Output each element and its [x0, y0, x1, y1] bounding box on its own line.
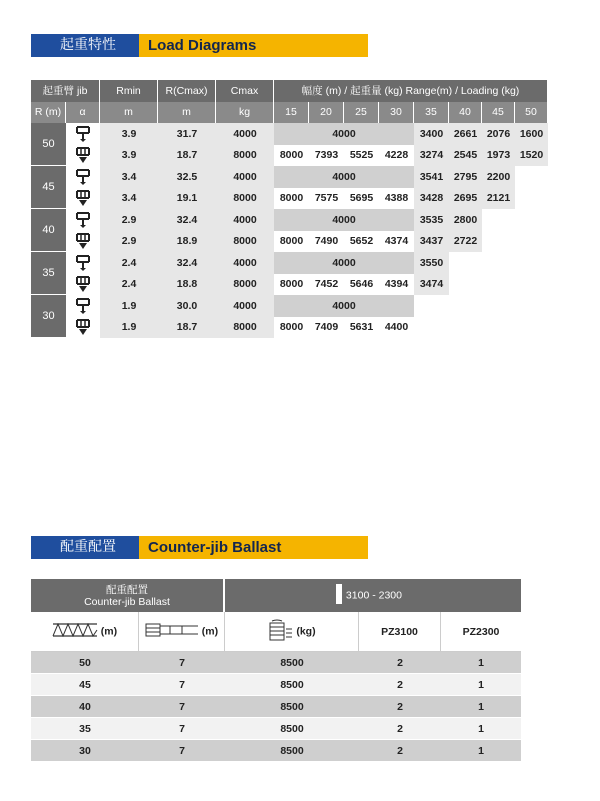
rcmax-value: 18.9 [158, 231, 216, 253]
ballast-header-row [31, 579, 521, 612]
fixed-hook-icon [66, 123, 100, 145]
load-value: 2076 [482, 123, 515, 145]
ballast-subheader-row [31, 612, 521, 652]
load-value: 8000 [274, 231, 309, 253]
rcmax-value: 18.7 [158, 317, 216, 339]
load-value: 4400 [379, 317, 414, 339]
rmin-value: 3.9 [100, 145, 158, 167]
load-value: 5631 [344, 317, 379, 339]
rcmax-value: 18.8 [158, 274, 216, 296]
load-row [31, 274, 548, 296]
load-value: 3274 [414, 145, 449, 167]
ballast-row [31, 740, 521, 762]
load-value: 2200 [482, 166, 515, 188]
load-value: 2695 [449, 188, 482, 210]
load-value: 8000 [274, 317, 309, 339]
load-row [31, 295, 548, 317]
range-header: 幅度 (m) / 起重量 (kg) Range(m) / Loading (kg) [274, 80, 548, 102]
pz2300-count: 1 [441, 696, 521, 718]
section-banner-load-diagrams [31, 34, 368, 57]
rcmax-value: 31.7 [158, 123, 216, 145]
load-value: 2722 [449, 231, 482, 253]
ballast-weight: 8500 [225, 696, 359, 718]
rmin-header: Rmin [100, 80, 158, 102]
ballast-row [31, 718, 521, 740]
load-row [31, 145, 548, 167]
rcmax-header: R(Cmax) [158, 80, 216, 102]
counter-jib-length: 7 [139, 740, 225, 762]
span-value: 4000 [274, 209, 414, 231]
ballast-weight: 8500 [225, 652, 359, 674]
load-value: 5695 [344, 188, 379, 210]
load-value: 3474 [414, 274, 449, 296]
load-value: 1973 [482, 145, 515, 167]
load-value: 7490 [309, 231, 344, 253]
cmax-value: 8000 [216, 274, 274, 296]
span-value: 4000 [274, 166, 414, 188]
pz2300-count: 1 [441, 674, 521, 696]
ballast-weight: 8500 [225, 718, 359, 740]
pz2300-count: 1 [441, 740, 521, 762]
header-row-1 [31, 80, 548, 102]
fixed-hook-icon [66, 295, 100, 317]
pz3100-count: 2 [359, 674, 441, 696]
load-value: 2545 [449, 145, 482, 167]
load-value: 3428 [414, 188, 449, 210]
fixed-hook-icon [66, 166, 100, 188]
rcmax-value: 18.7 [158, 145, 216, 167]
jib-length: 30 [31, 295, 66, 338]
range-25: 25 [344, 102, 379, 124]
jib-length: 35 [31, 252, 66, 295]
ballast-table [31, 579, 521, 762]
rcmax-value: 32.5 [158, 166, 216, 188]
load-row [31, 123, 548, 145]
pz3100-header: PZ3100 [359, 612, 441, 652]
jib-length: 35 [31, 718, 139, 740]
section-title-cn: 起重特性 [40, 34, 139, 57]
load-value: 2121 [482, 188, 515, 210]
load-diagram-table [31, 80, 548, 338]
alpha-header: α [66, 102, 100, 124]
multi-hook-icon [66, 188, 100, 210]
load-row [31, 209, 548, 231]
load-row [31, 231, 548, 253]
unit-rmin: m [100, 102, 158, 124]
range-50: 50 [515, 102, 548, 124]
jib-length: 40 [31, 209, 66, 252]
jib-unit: (m) [100, 625, 118, 638]
load-value: 1520 [515, 145, 548, 167]
ballast-row [31, 696, 521, 718]
fixed-hook-icon [66, 209, 100, 231]
rcmax-value: 30.0 [158, 295, 216, 317]
rmin-value: 2.4 [100, 252, 158, 274]
counter-jib-length: 7 [139, 696, 225, 718]
ballast-title-cn: 配重配置 [106, 583, 148, 596]
rmin-value: 3.4 [100, 188, 158, 210]
load-value: 2800 [449, 209, 482, 231]
cmax-header: Cmax [216, 80, 274, 102]
load-value: 3400 [414, 123, 449, 145]
cmax-value: 8000 [216, 188, 274, 210]
load-value: 5646 [344, 274, 379, 296]
multi-hook-icon [66, 274, 100, 296]
jib-header: 起重臂 jib [31, 80, 100, 102]
jib-truss-icon [52, 623, 98, 640]
weight-icon [267, 619, 293, 644]
load-value: 4388 [379, 188, 414, 210]
span-value: 4000 [274, 295, 414, 317]
load-value: 3437 [414, 231, 449, 253]
section-title-en: Counter-jib Ballast [139, 536, 368, 559]
range-20: 20 [309, 102, 344, 124]
counter-jib-length: 7 [139, 718, 225, 740]
load-value: 7409 [309, 317, 344, 339]
cmax-value: 4000 [216, 209, 274, 231]
jib-length: 45 [31, 674, 139, 696]
load-row [31, 166, 548, 188]
load-value: 7452 [309, 274, 344, 296]
jib-length: 40 [31, 696, 139, 718]
jib-length: 50 [31, 652, 139, 674]
load-value: 3535 [414, 209, 449, 231]
range-35: 35 [414, 102, 449, 124]
counter-jib-unit: (m) [201, 625, 219, 638]
jib-length: 50 [31, 123, 66, 166]
ballast-row [31, 652, 521, 674]
pz2300-count: 1 [441, 652, 521, 674]
multi-hook-icon [66, 145, 100, 167]
section-title-cn: 配重配置 [40, 536, 139, 559]
multi-hook-icon [66, 231, 100, 253]
load-value: 4394 [379, 274, 414, 296]
ballast-weight: 8500 [225, 740, 359, 762]
range-15: 15 [274, 102, 309, 124]
jib-length: 30 [31, 740, 139, 762]
counter-jib-icon [145, 623, 199, 640]
rcmax-value: 32.4 [158, 209, 216, 231]
jib-length: 45 [31, 166, 66, 209]
unit-cmax: kg [216, 102, 274, 124]
load-value: 1600 [515, 123, 548, 145]
load-value: 8000 [274, 188, 309, 210]
unit-rcmax: m [158, 102, 216, 124]
load-row [31, 252, 548, 274]
pz2300-count: 1 [441, 718, 521, 740]
ballast-title-en: Counter-jib Ballast [84, 595, 170, 608]
pz3100-count: 2 [359, 718, 441, 740]
section-banner-ballast [31, 536, 368, 559]
rmin-value: 2.4 [100, 274, 158, 296]
rmin-value: 2.9 [100, 231, 158, 253]
load-value: 2795 [449, 166, 482, 188]
cmax-value: 8000 [216, 145, 274, 167]
counter-jib-length: 7 [139, 652, 225, 674]
ballast-row [31, 674, 521, 696]
ballast-block-icon [335, 583, 343, 608]
load-row [31, 317, 548, 339]
pz3100-count: 2 [359, 652, 441, 674]
rmin-value: 1.9 [100, 317, 158, 339]
ballast-range: 3100 - 2300 [345, 589, 402, 602]
cmax-value: 8000 [216, 317, 274, 339]
load-value: 7393 [309, 145, 344, 167]
load-value: 8000 [274, 274, 309, 296]
load-value: 5525 [344, 145, 379, 167]
span-value: 4000 [274, 123, 414, 145]
range-40: 40 [449, 102, 482, 124]
load-value: 4228 [379, 145, 414, 167]
multi-hook-icon [66, 317, 100, 339]
load-row [31, 188, 548, 210]
rmin-value: 2.9 [100, 209, 158, 231]
range-45: 45 [482, 102, 515, 124]
load-value: 4374 [379, 231, 414, 253]
cmax-value: 4000 [216, 166, 274, 188]
cmax-value: 8000 [216, 231, 274, 253]
load-value: 8000 [274, 145, 309, 167]
r-header: R (m) [31, 102, 66, 124]
load-value: 2661 [449, 123, 482, 145]
cmax-value: 4000 [216, 295, 274, 317]
rcmax-value: 32.4 [158, 252, 216, 274]
load-value: 7575 [309, 188, 344, 210]
rmin-value: 3.4 [100, 166, 158, 188]
span-value: 4000 [274, 252, 414, 274]
pz3100-count: 2 [359, 740, 441, 762]
load-value: 5652 [344, 231, 379, 253]
fixed-hook-icon [66, 252, 100, 274]
weight-unit: (kg) [296, 625, 316, 638]
pz2300-header: PZ2300 [441, 612, 521, 652]
load-value: 3541 [414, 166, 449, 188]
rcmax-value: 19.1 [158, 188, 216, 210]
load-value: 3550 [414, 252, 449, 274]
rmin-value: 1.9 [100, 295, 158, 317]
cmax-value: 4000 [216, 123, 274, 145]
range-30: 30 [379, 102, 414, 124]
header-row-2 [31, 102, 548, 124]
ballast-weight: 8500 [225, 674, 359, 696]
pz3100-count: 2 [359, 696, 441, 718]
rmin-value: 3.9 [100, 123, 158, 145]
cmax-value: 4000 [216, 252, 274, 274]
section-title-en: Load Diagrams [139, 34, 368, 57]
counter-jib-length: 7 [139, 674, 225, 696]
